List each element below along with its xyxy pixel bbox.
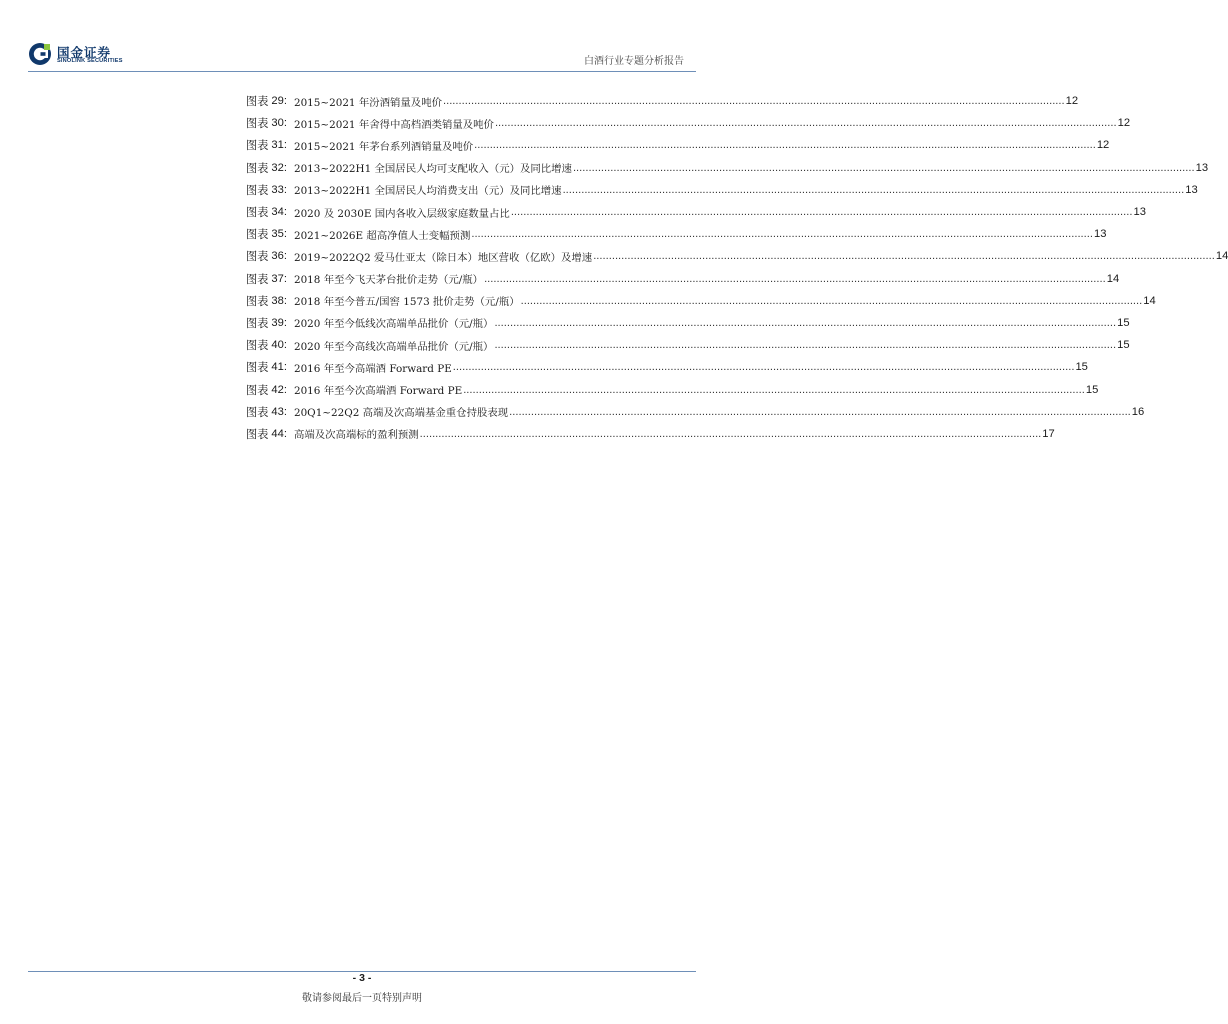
toc-entry-number: 43 xyxy=(271,405,284,418)
toc-dot-leader: ........................................................................................................................................................................................................ xyxy=(520,294,1143,307)
toc-entry[interactable] xyxy=(246,245,1228,267)
toc-entry-number: 44 xyxy=(271,427,284,440)
toc-entry-colon: : xyxy=(283,206,287,219)
toc-entry-colon: : xyxy=(283,427,287,440)
toc-entry-title: 2020 及 2030E 国内各收入层级家庭数量占比 xyxy=(293,207,510,220)
toc-entry[interactable] xyxy=(246,157,1209,179)
toc-entry-label: 图表 xyxy=(246,339,269,353)
toc-entry-number: 38 xyxy=(271,294,284,307)
toc-entry-number: 35 xyxy=(271,228,284,241)
toc-dot-leader: ........................................................................................................................................................................................................ xyxy=(471,228,1093,241)
toc-entry-page: 13 xyxy=(1094,228,1107,241)
toc-dot-leader: ........................................................................................................................................................................................................ xyxy=(509,405,1131,418)
toc-entry-page: 15 xyxy=(1075,361,1088,374)
toc-entry-number: 37 xyxy=(271,272,284,285)
header-divider xyxy=(28,71,696,72)
toc-entry[interactable] xyxy=(246,401,1145,423)
toc-entry-number: 41 xyxy=(271,361,284,374)
toc-dot-leader: ........................................................................................................................................................................................................ xyxy=(463,383,1085,396)
toc-entry-title: 2015~2021 年汾酒销量及吨价 xyxy=(293,96,442,109)
toc-entry-colon: : xyxy=(283,95,287,108)
figure-list xyxy=(246,90,1228,445)
toc-entry-page: 14 xyxy=(1143,294,1156,307)
toc-dot-leader: ........................................................................................................................................................................................................ xyxy=(562,183,1185,196)
toc-entry-page: 12 xyxy=(1065,95,1079,108)
toc-entry-title: 2013~2022H1 全国居民人均消费支出（元）及同比增速 xyxy=(293,185,562,198)
toc-entry-label: 图表 xyxy=(246,161,269,175)
toc-entry-label: 图表 xyxy=(246,427,269,441)
toc-entry-page: 15 xyxy=(1117,316,1130,329)
toc-entry-colon: : xyxy=(283,228,287,241)
toc-dot-leader: ........................................................................................................................................................................................................ xyxy=(494,117,1117,130)
toc-entry-page: 12 xyxy=(1096,139,1110,152)
toc-entry-title: 2019~2022Q2 爱马仕亚太（除日本）地区营收（亿欧）及增速 xyxy=(293,251,593,264)
toc-entry-number: 30 xyxy=(271,117,284,130)
toc-entry[interactable] xyxy=(246,112,1131,134)
toc-dot-leader: ........................................................................................................................................................................................................ xyxy=(419,427,1042,440)
toc-entry[interactable] xyxy=(246,90,1079,112)
toc-dot-leader: ........................................................................................................................................................................................................ xyxy=(593,250,1215,263)
toc-dot-leader: ........................................................................................................................................................................................................ xyxy=(510,206,1133,219)
toc-entry[interactable] xyxy=(246,201,1146,223)
toc-entry-colon: : xyxy=(283,361,287,374)
toc-entry-label: 图表 xyxy=(246,139,269,153)
page-header xyxy=(0,0,724,72)
toc-dot-leader: ........................................................................................................................................................................................................ xyxy=(484,272,1106,285)
toc-entry[interactable] xyxy=(246,268,1120,290)
toc-entry-label: 图表 xyxy=(246,250,269,264)
sinolink-logo-icon xyxy=(28,42,52,66)
toc-entry-number: 31 xyxy=(271,139,284,152)
toc-entry-page: 13 xyxy=(1185,183,1198,196)
toc-entry-colon: : xyxy=(283,383,287,396)
toc-entry-page: 14 xyxy=(1215,250,1228,263)
toc-entry-page: 15 xyxy=(1117,339,1130,352)
toc-entry-page: 13 xyxy=(1133,206,1146,219)
toc-entry-page: 15 xyxy=(1085,383,1099,396)
toc-entry-colon: : xyxy=(283,339,287,352)
report-title: 白酒行业专题分析报告 xyxy=(584,56,684,67)
toc-entry-title: 2018 年至今普五/国窖 1573 批价走势（元/瓶） xyxy=(293,296,520,309)
toc-entry-label: 图表 xyxy=(246,228,269,242)
toc-entry-number: 33 xyxy=(271,183,284,196)
toc-dot-leader: ........................................................................................................................................................................................................ xyxy=(452,361,1075,374)
toc-dot-leader: ........................................................................................................................................................................................................ xyxy=(474,139,1096,152)
toc-entry[interactable] xyxy=(246,378,1099,400)
toc-entry-title: 2016 年至今次高端酒 Forward PE xyxy=(293,385,463,398)
logo-english-name: SINOLINK SECURITIES xyxy=(57,58,123,64)
toc-entry[interactable] xyxy=(246,423,1055,445)
disclaimer-text: 敬请参阅最后一页特别声明 xyxy=(302,993,422,1004)
toc-entry[interactable] xyxy=(246,134,1110,156)
toc-entry-page: 13 xyxy=(1195,161,1209,174)
toc-dot-leader: ........................................................................................................................................................................................................ xyxy=(442,95,1065,108)
toc-entry-colon: : xyxy=(283,272,287,285)
toc-entry-title: 2016 年至今高端酒 Forward PE xyxy=(293,362,452,375)
toc-entry-title: 2015~2021 年舍得中高档酒类销量及吨价 xyxy=(293,118,494,131)
toc-dot-leader: ........................................................................................................................................................................................................ xyxy=(494,316,1117,329)
toc-entry-label: 图表 xyxy=(246,95,269,109)
toc-entry-colon: : xyxy=(283,183,287,196)
toc-entry-title: 2015~2021 年茅台系列酒销量及吨价 xyxy=(293,140,474,153)
toc-entry-number: 34 xyxy=(271,206,284,219)
toc-entry-title: 20Q1~22Q2 高端及次高端基金重仓持股表现 xyxy=(293,407,509,420)
toc-entry-page: 12 xyxy=(1117,117,1131,130)
company-logo xyxy=(28,42,148,68)
toc-entry-colon: : xyxy=(283,250,287,263)
toc-entry[interactable] xyxy=(246,223,1107,245)
page-number: - 3 - xyxy=(352,972,372,984)
toc-entry-title: 2018 年至今飞天茅台批价走势（元/瓶） xyxy=(293,274,484,287)
toc-entry-number: 39 xyxy=(271,316,284,329)
toc-entry-number: 40 xyxy=(271,339,284,352)
toc-entry-title: 2020 年至今高线次高端单品批价（元/瓶） xyxy=(293,340,494,353)
toc-entry-label: 图表 xyxy=(246,361,269,375)
toc-entry[interactable] xyxy=(246,312,1130,334)
toc-entry-page: 17 xyxy=(1042,427,1055,440)
toc-entry-colon: : xyxy=(283,405,287,418)
toc-entry-number: 29 xyxy=(271,95,284,108)
toc-entry-number: 32 xyxy=(271,161,284,174)
toc-entry[interactable] xyxy=(246,179,1198,201)
toc-dot-leader: ........................................................................................................................................................................................................ xyxy=(494,339,1117,352)
toc-dot-leader: ........................................................................................................................................................................................................ xyxy=(572,161,1195,174)
toc-entry-label: 图表 xyxy=(246,316,269,330)
toc-entry-label: 图表 xyxy=(246,206,269,220)
toc-entry-colon: : xyxy=(283,161,287,174)
toc-entry-number: 42 xyxy=(271,383,284,396)
toc-entry-colon: : xyxy=(283,294,287,307)
toc-entry-title: 2021~2026E 超高净值人士变幅预测 xyxy=(293,229,471,242)
toc-entry-colon: : xyxy=(283,316,287,329)
toc-entry-page: 16 xyxy=(1131,405,1145,418)
logo-chinese-name: 国金证券 xyxy=(57,45,112,60)
toc-entry-label: 图表 xyxy=(246,405,269,419)
toc-entry-number: 36 xyxy=(271,250,284,263)
toc-entry-label: 图表 xyxy=(246,272,269,286)
toc-entry-label: 图表 xyxy=(246,294,269,308)
toc-entry[interactable] xyxy=(246,290,1156,312)
toc-entry-title: 2013~2022H1 全国居民人均可支配收入（元）及同比增速 xyxy=(293,163,572,176)
toc-entry-label: 图表 xyxy=(246,383,269,397)
toc-entry-title: 2020 年至今低线次高端单品批价（元/瓶） xyxy=(293,318,494,331)
toc-entry-title: 高端及次高端标的盈利预测 xyxy=(293,429,419,442)
toc-entry-colon: : xyxy=(283,117,287,130)
toc-entry-colon: : xyxy=(283,139,287,152)
toc-entry-label: 图表 xyxy=(246,183,269,197)
toc-entry-label: 图表 xyxy=(246,117,269,131)
toc-entry-page: 14 xyxy=(1106,272,1120,285)
toc-entry[interactable] xyxy=(246,334,1130,356)
toc-entry[interactable] xyxy=(246,356,1088,378)
